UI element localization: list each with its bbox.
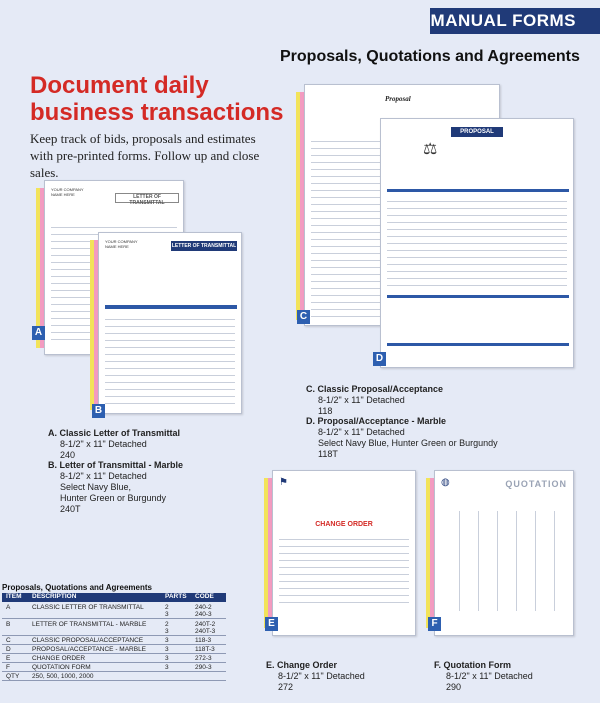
form-lines	[105, 313, 235, 405]
company-header: YOUR COMPANY NAME HERE	[105, 239, 138, 249]
banner: MANUAL FORMS	[430, 8, 600, 34]
caption-b: B. Letter of Transmittal - Marble 8-1/2" x 11" Detached Select Navy Blue, Hunter Green or Burgundy 240T	[48, 460, 184, 514]
caption-a: A. Classic Letter of Transmittal 8-1/2" x 11" Detached 240	[48, 428, 181, 460]
form-d-title: PROPOSAL	[460, 129, 494, 135]
badge-f: F	[428, 617, 441, 631]
table-row: E CHANGE ORDER 3 272-3	[2, 654, 226, 663]
table-row: F QUOTATION FORM 3 290-3	[2, 663, 226, 672]
flag-icon: ⚑	[279, 477, 288, 488]
section-title: Proposals, Quotations and Agreements	[280, 48, 580, 65]
badge-c: C	[297, 310, 310, 324]
caption-e: E. Change Order 8-1/2" x 11" Detached 272	[266, 660, 365, 692]
form-b-title: LETTER OF TRANSMITTAL	[171, 243, 237, 249]
form-b-preview	[98, 232, 242, 414]
caption-f: F. Quotation Form 8-1/2" x 11" Detached 290	[434, 660, 533, 692]
form-columns	[441, 511, 567, 611]
caption-c: C. Classic Proposal/Acceptance 8-1/2" x 11" Detached 118	[306, 384, 444, 416]
form-f-title: QUOTATION	[505, 479, 567, 489]
form-a-title: LETTER OF TRANSMITTAL	[129, 194, 165, 206]
form-e-preview	[272, 470, 416, 636]
globe-icon: ◍	[441, 477, 450, 488]
intro-text: Keep track of bids, proposals and estimates with pre-printed forms. Follow up and close sales.	[30, 131, 260, 180]
form-f-preview	[434, 470, 574, 636]
table-qty-row: QTY 250, 500, 1000, 2000	[2, 672, 226, 681]
table-row: A CLASSIC LETTER OF TRANSMITTAL 2 3 240-2 240-3	[2, 602, 226, 619]
form-c-title: Proposal	[385, 95, 411, 103]
form-d-preview	[380, 118, 574, 368]
badge-d: D	[373, 352, 386, 366]
table-row: C CLASSIC PROPOSAL/ACCEPTANCE 3 118-3	[2, 636, 226, 645]
table-title: Proposals, Quotations and Agreements	[2, 583, 152, 592]
caption-d: D. Proposal/Acceptance - Marble 8-1/2" x 11" Detached Select Navy Blue, Hunter Green or Burgundy 118T	[306, 416, 498, 459]
table-row: D PROPOSAL/ACCEPTANCE - MARBLE 3 118T-3	[2, 645, 226, 654]
headline: Document daily business transactions	[30, 72, 284, 126]
badge-a: A	[32, 326, 45, 340]
badge-e: E	[265, 617, 278, 631]
company-header: YOUR COMPANY NAME HERE	[51, 187, 84, 197]
form-lines	[387, 195, 567, 287]
badge-b: B	[92, 404, 105, 418]
form-e-title: CHANGE ORDER	[315, 521, 373, 528]
table-header: ITEM DESCRIPTION PARTS CODE	[2, 593, 226, 602]
scales-icon: ⚖	[423, 141, 438, 158]
table-row: B LETTER OF TRANSMITTAL - MARBLE 2 3 240T-2 240T-3	[2, 619, 226, 636]
form-lines	[279, 533, 409, 605]
